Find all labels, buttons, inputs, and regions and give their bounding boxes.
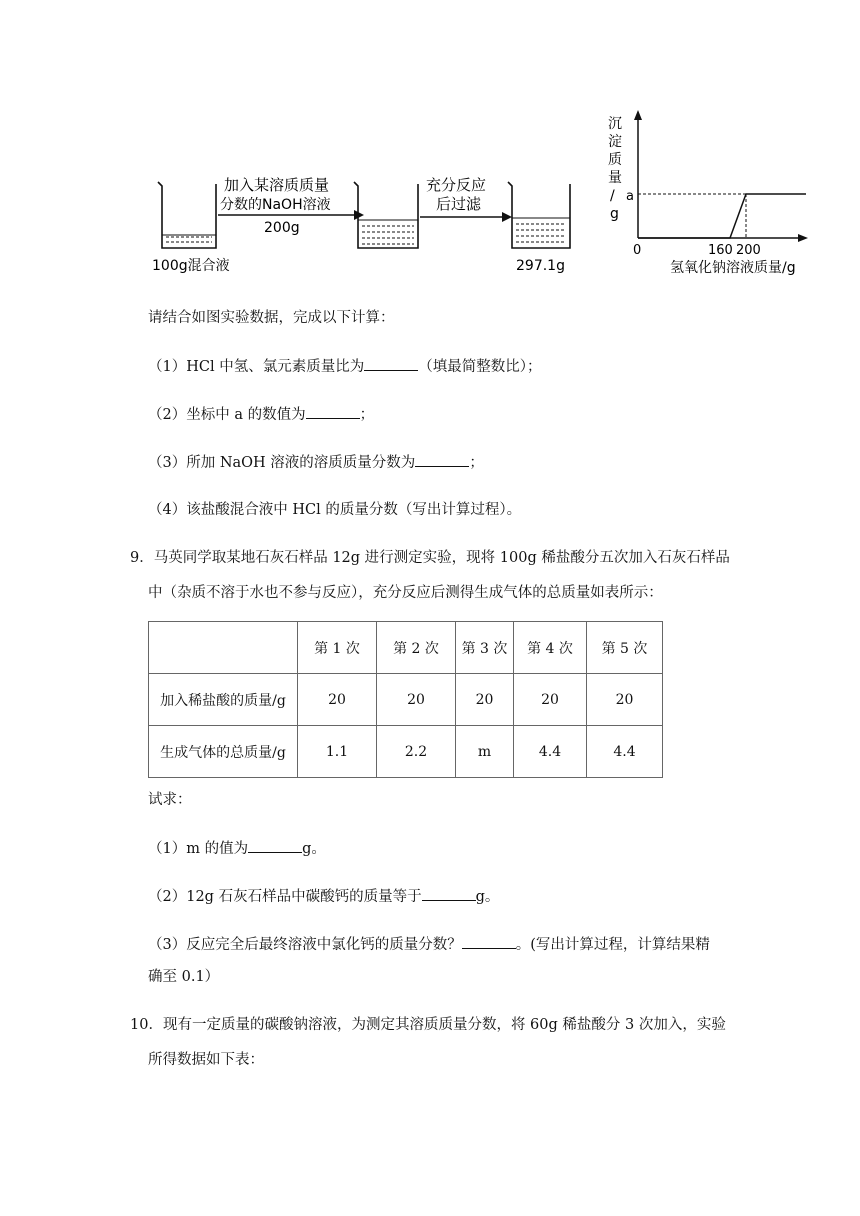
y-tick-a: a (626, 189, 634, 204)
q9-p2-before: （2）12g 石灰石样品中碳酸钙的质量等于 (148, 889, 422, 905)
q9-p1-before: （1）m 的值为 (148, 841, 249, 857)
experiment-diagram (140, 160, 590, 280)
table-header-cell: 第 2 次 (377, 622, 456, 674)
q10-line-2: 所得数据如下表： (148, 1052, 264, 1068)
beaker-3-label: 297.1g (516, 258, 565, 274)
y-label-char: 沉 (608, 116, 622, 132)
q9-p3-after: 。(写出计算过程，计算结果精 (515, 937, 710, 953)
series-line (638, 194, 806, 238)
q8-p3-before: （3）所加 NaOH 溶液的溶质质量分数为 (148, 455, 416, 471)
beaker-1-label: 100g混合液 (152, 258, 230, 274)
y-axis-label (608, 116, 622, 222)
beaker-1 (158, 182, 216, 248)
q9-p3-before: （3）反应完全后最终溶液中氯化钙的质量分数？ (148, 937, 462, 953)
q9-line-2: 中（杂质不溶于水也不参与反应），充分反应后测得生成气体的总质量如表所示： (148, 585, 663, 601)
q8-part-1 (148, 356, 541, 377)
table-cell: 20 (587, 674, 663, 726)
x-tick-0: 0 (633, 243, 642, 258)
q9-p1-after: g。 (302, 841, 326, 857)
table-cell: 20 (514, 674, 587, 726)
arrow-1-text-2: 分数的NaOH溶液 (220, 197, 331, 213)
q8-part-4: （4）该盐酸混合液中 HCl 的质量分数（写出计算过程）。 (148, 502, 522, 518)
svg-text:沉淀质量/g (608, 116, 622, 222)
q9-p3-blank[interactable] (462, 934, 516, 949)
q8-p3-blank[interactable] (415, 452, 469, 467)
arrow-1-text-1: 加入某溶质质量 (224, 176, 330, 194)
table-header-cell: 第 4 次 (514, 622, 587, 674)
table-cell: 20 (298, 674, 377, 726)
q9-line-1: 9．马英同学取某地石灰石样品 12g 进行测定实验，现将 100g 稀盐酸分五次加入石灰石样品 (130, 550, 730, 566)
table-cell: 4.4 (587, 726, 663, 778)
q9-part-3-line-2: 确至 0.1） (148, 969, 220, 985)
q9-ask: 试求： (148, 792, 192, 808)
beaker-3 (508, 182, 570, 248)
q8-p3-after: ； (469, 455, 484, 471)
table-header-row (149, 622, 663, 674)
q8-p2-blank[interactable] (306, 404, 360, 419)
x-tick-160: 160 (708, 243, 733, 258)
arrow-2-text-2: 后过滤 (436, 195, 482, 213)
table-cell: 1.1 (298, 726, 377, 778)
table-cell: m (456, 726, 514, 778)
x-axis-label: 氢氧化钠溶液质量/g (670, 260, 796, 276)
q10-line-1: 10．现有一定质量的碳酸钠溶液，为测定其溶质质量分数，将 60g 稀盐酸分 3 次加入，实验 (130, 1017, 726, 1033)
q8-part-2 (148, 404, 374, 425)
q8-intro: 请结合如图实验数据，完成以下计算： (148, 310, 395, 326)
table-cell: 4.4 (514, 726, 587, 778)
table-row (149, 726, 663, 778)
table-cell: 20 (377, 674, 456, 726)
table-header-cell: 第 5 次 (587, 622, 663, 674)
q9-p2-blank[interactable] (422, 886, 476, 901)
table-header-cell (149, 622, 298, 674)
q9-p1-blank[interactable] (248, 838, 302, 853)
table-cell: 2.2 (377, 726, 456, 778)
y-label-char: / (610, 188, 615, 204)
x-tick-200: 200 (736, 243, 761, 258)
table-cell: 20 (456, 674, 514, 726)
q8-p1-before: （1）HCl 中氢、氯元素质量比为 (148, 359, 365, 375)
table-header-cell: 第 3 次 (456, 622, 514, 674)
y-label-char: 淀 (608, 134, 622, 150)
q9-part-2 (148, 886, 499, 907)
q9-part-1 (148, 838, 326, 859)
table-cell: 加入稀盐酸的质量/g (149, 674, 298, 726)
q9-table (148, 621, 663, 778)
y-label-char: g (610, 206, 619, 222)
q9-part-3 (148, 934, 710, 955)
arrow-2-text-1: 充分反应 (426, 176, 487, 194)
q8-p2-after: ； (359, 407, 375, 423)
precipitate-chart (600, 108, 820, 280)
table-cell: 生成气体的总质量/g (149, 726, 298, 778)
q8-part-3 (148, 452, 484, 473)
q8-p1-after: （填最简整数比）； (418, 359, 542, 375)
table-header-cell: 第 1 次 (298, 622, 377, 674)
y-label-char: 质 (608, 152, 622, 168)
table-row (149, 674, 663, 726)
arrow-1-amount: 200g (264, 220, 300, 236)
q9-p2-after: g。 (475, 889, 500, 905)
q8-p2-before: （2）坐标中 a 的数值为 (148, 407, 306, 423)
q8-p1-blank[interactable] (364, 356, 418, 371)
y-label-char: 量 (608, 170, 622, 186)
